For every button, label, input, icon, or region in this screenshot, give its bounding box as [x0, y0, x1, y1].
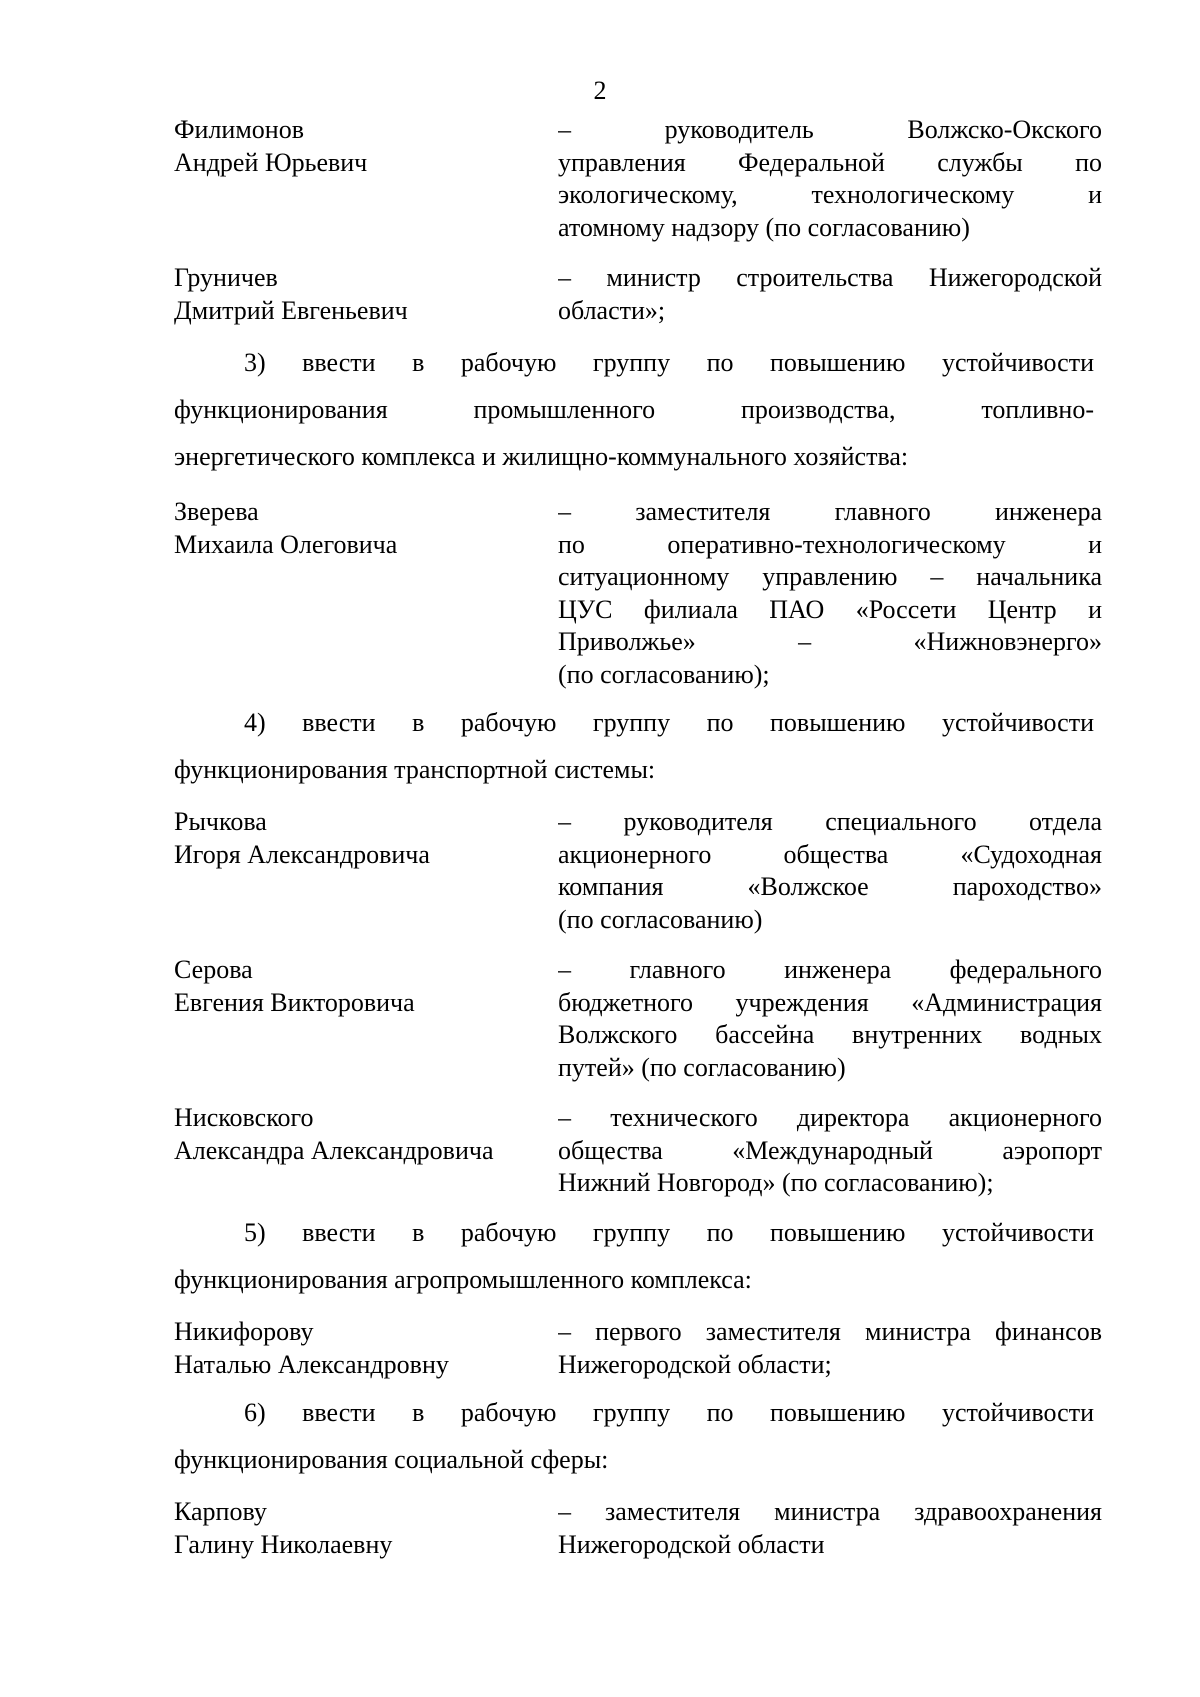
position-line: (по согласованию)	[558, 904, 763, 934]
member-surname: Груничев	[174, 263, 278, 292]
member-given-names: Михаила Олеговича	[174, 529, 398, 559]
member-name	[174, 1316, 554, 1381]
position-line: атомному надзору (по согласованию)	[558, 212, 970, 242]
paragraph-line: функционирования агропромышленного комплекса:	[174, 1265, 752, 1294]
position-line: акционерного общества «Судоходная	[558, 839, 1102, 869]
member-position	[558, 1102, 1102, 1200]
member-entry	[174, 806, 1102, 938]
member-given-names: Дмитрий Евгеньевич	[174, 295, 408, 325]
member-given-names: Наталью Александровну	[174, 1349, 449, 1379]
member-surname: Нисковского	[174, 1103, 314, 1132]
position-line: Приволжье» – «Нижновэнерго»	[558, 627, 1102, 656]
member-surname: Рычкова	[174, 807, 267, 836]
member-name	[174, 496, 554, 561]
member-surname: Карпову	[174, 1497, 267, 1526]
member-surname: Никифорову	[174, 1317, 314, 1346]
position-line: Нижегородской области	[558, 1529, 825, 1559]
position-line: общества «Международный аэропорт	[558, 1135, 1102, 1165]
position-line: ситуационному управлению – начальника	[558, 562, 1102, 591]
member-surname: Зверева	[174, 497, 259, 526]
member-entry	[174, 114, 1102, 246]
member-name	[174, 262, 554, 327]
member-given-names: Александра Александровича	[174, 1135, 494, 1165]
position-line: – руководитель Волжско-Окского	[558, 115, 1102, 144]
paragraph-line: 6) ввести в рабочую группу по повышению устойчивости	[244, 1398, 1094, 1427]
position-line: – заместителя министра здравоохранения	[558, 1497, 1102, 1526]
member-position	[558, 496, 1102, 691]
member-surname: Серова	[174, 955, 253, 984]
item-4-paragraph	[174, 708, 1094, 802]
position-line: – первого заместителя министра финансов	[558, 1317, 1102, 1346]
position-line: области»;	[558, 295, 666, 325]
member-position	[558, 806, 1102, 936]
paragraph-line: энергетического комплекса и жилищно-коммунального хозяйства:	[174, 442, 909, 471]
position-line: путей» (по согласованию)	[558, 1052, 846, 1082]
position-line: – министр строительства Нижегородской	[558, 263, 1102, 292]
paragraph-line: функционирования промышленного производства, топливно-	[174, 395, 1094, 424]
member-given-names: Игоря Александровича	[174, 839, 430, 869]
position-line: – главного инженера федерального	[558, 955, 1102, 984]
item-6-paragraph	[174, 1398, 1094, 1492]
member-position	[558, 1316, 1102, 1381]
member-entry	[174, 1102, 1102, 1202]
position-line: Нижегородской области;	[558, 1349, 832, 1379]
member-position	[558, 262, 1102, 327]
item-3-paragraph	[174, 348, 1094, 489]
member-position	[558, 954, 1102, 1084]
position-line: – руководителя специального отдела	[558, 807, 1102, 836]
member-position	[558, 1496, 1102, 1561]
member-entry	[174, 496, 1102, 692]
member-name	[174, 1102, 554, 1167]
item-5-paragraph	[174, 1218, 1094, 1312]
member-entry	[174, 954, 1102, 1086]
paragraph-line: функционирования транспортной системы:	[174, 755, 656, 784]
position-line: компания «Волжское пароходство»	[558, 872, 1102, 901]
member-entry	[174, 262, 1102, 328]
position-line: Нижний Новгород» (по согласованию);	[558, 1168, 994, 1197]
position-line: по оперативно-технологическому и	[558, 529, 1102, 559]
position-line: – заместителя главного инженера	[558, 497, 1102, 526]
position-line: (по согласованию);	[558, 659, 770, 689]
position-line: экологическому, технологическому и	[558, 180, 1102, 209]
member-given-names: Евгения Викторовича	[174, 987, 415, 1017]
member-name	[174, 954, 554, 1019]
member-name	[174, 1496, 554, 1561]
position-line: Волжского бассейна внутренних водных	[558, 1020, 1102, 1049]
member-entry	[174, 1316, 1102, 1382]
member-entry	[174, 1496, 1102, 1562]
paragraph-line: 4) ввести в рабочую группу по повышению устойчивости	[244, 708, 1094, 737]
position-line: бюджетного учреждения «Администрация	[558, 987, 1102, 1017]
paragraph-line: 5) ввести в рабочую группу по повышению устойчивости	[244, 1218, 1094, 1247]
paragraph-line: 3) ввести в рабочую группу по повышению устойчивости	[244, 348, 1094, 377]
member-name	[174, 114, 554, 179]
paragraph-line: функционирования социальной сферы:	[174, 1445, 609, 1474]
position-line: – технического директора акционерного	[558, 1103, 1102, 1132]
page-number: 2	[593, 76, 607, 105]
member-name	[174, 806, 554, 871]
position-line: ЦУС филиала ПАО «Россети Центр и	[558, 594, 1102, 624]
member-surname: Филимонов	[174, 115, 304, 144]
position-line: управления Федеральной службы по	[558, 147, 1102, 177]
member-given-names: Андрей Юрьевич	[174, 147, 368, 177]
member-position	[558, 114, 1102, 244]
member-given-names: Галину Николаевну	[174, 1529, 393, 1559]
